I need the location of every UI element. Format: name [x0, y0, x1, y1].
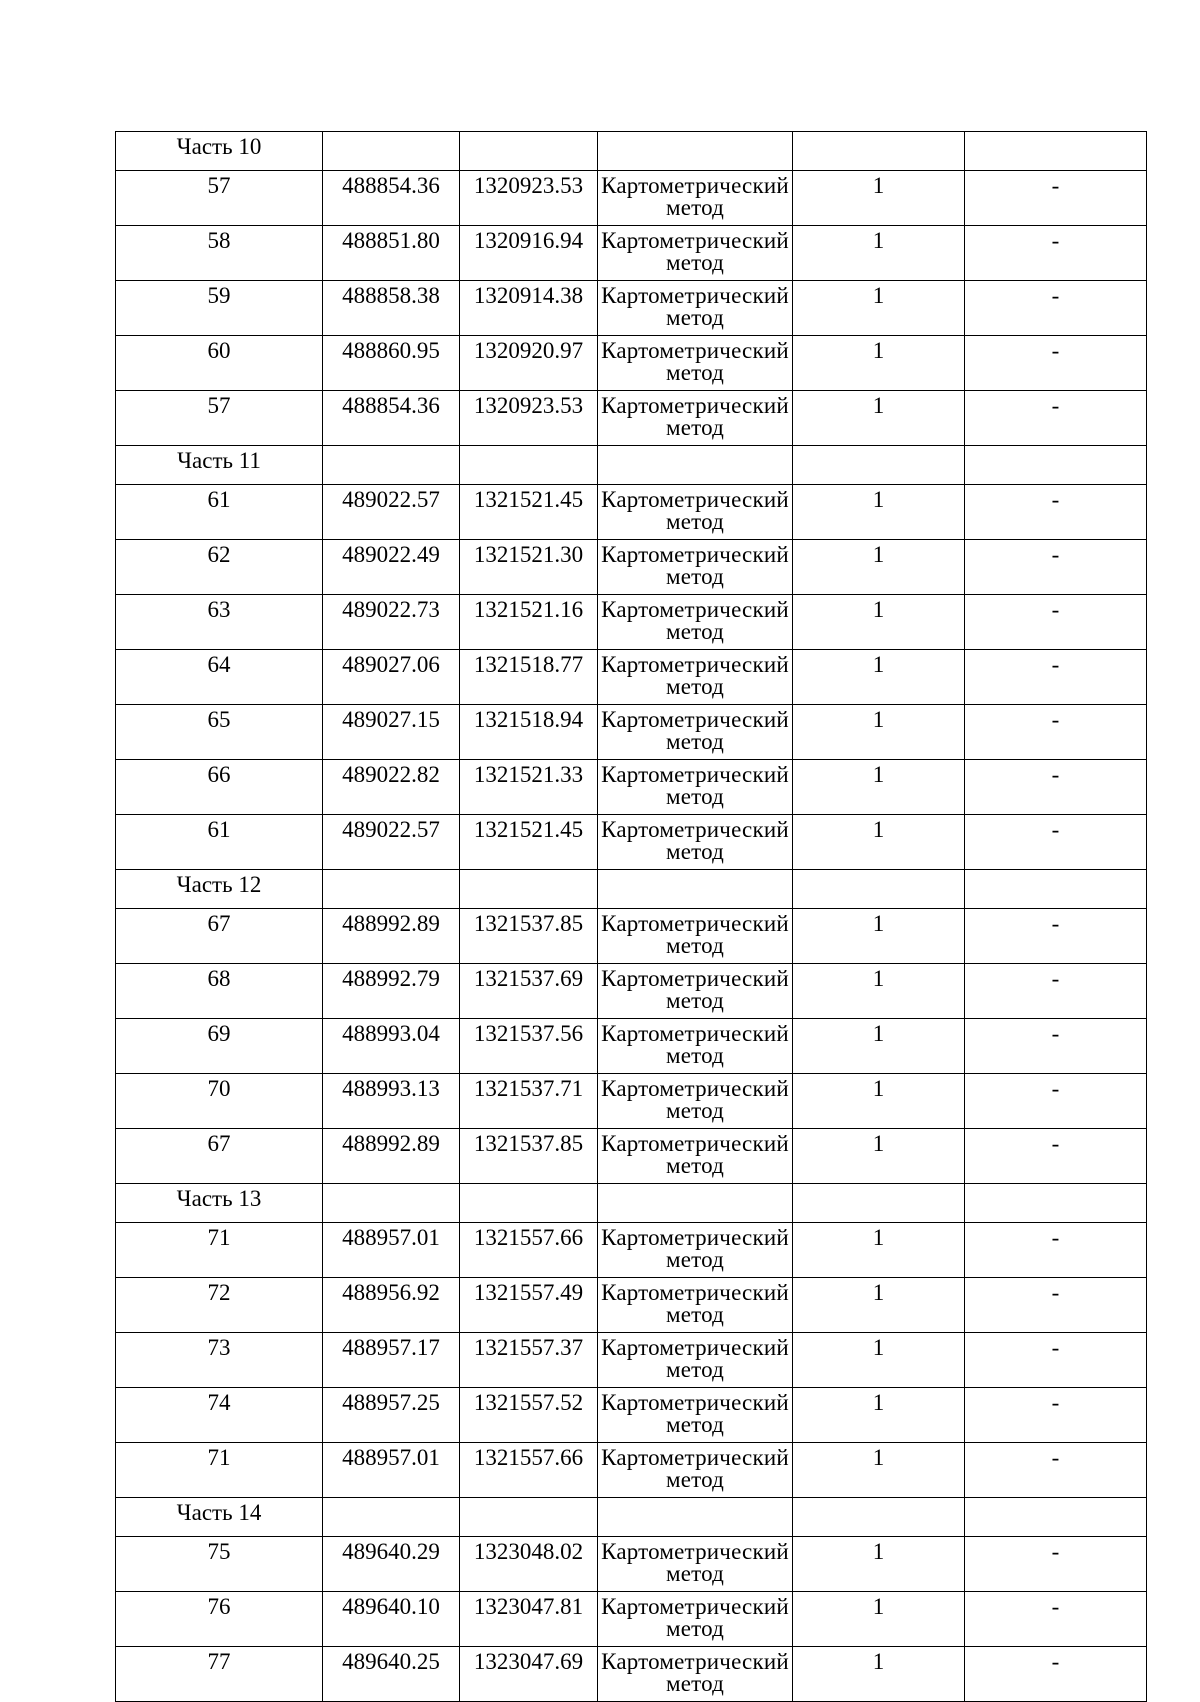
method-cell: Картометрический метод	[598, 1129, 793, 1184]
y-coordinate-cell: 1323047.69	[460, 1647, 598, 1702]
x-coordinate-cell: 488860.95	[323, 336, 460, 391]
x-coordinate-cell: 489022.82	[323, 760, 460, 815]
x-coordinate-cell: 488993.04	[323, 1019, 460, 1074]
point-number-cell: 75	[116, 1537, 323, 1592]
accuracy-cell: 1	[793, 909, 965, 964]
empty-cell	[323, 1184, 460, 1223]
y-coordinate-cell: 1323048.02	[460, 1537, 598, 1592]
accuracy-cell: 1	[793, 1278, 965, 1333]
empty-cell	[965, 446, 1147, 485]
method-cell: Картометрический метод	[598, 171, 793, 226]
note-cell: -	[965, 595, 1147, 650]
x-coordinate-cell: 489022.73	[323, 595, 460, 650]
accuracy-cell: 1	[793, 595, 965, 650]
table-row	[116, 705, 1147, 760]
y-coordinate-cell: 1321557.37	[460, 1333, 598, 1388]
y-coordinate-cell: 1321521.30	[460, 540, 598, 595]
point-number-cell: 76	[116, 1592, 323, 1647]
x-coordinate-cell: 488993.13	[323, 1074, 460, 1129]
accuracy-cell: 1	[793, 1129, 965, 1184]
method-cell: Картометрический метод	[598, 1592, 793, 1647]
table-row	[116, 485, 1147, 540]
accuracy-cell: 1	[793, 485, 965, 540]
x-coordinate-cell: 488854.36	[323, 171, 460, 226]
point-number-cell: 61	[116, 815, 323, 870]
empty-cell	[965, 1184, 1147, 1223]
y-coordinate-cell: 1321557.52	[460, 1388, 598, 1443]
accuracy-cell: 1	[793, 171, 965, 226]
method-cell: Картометрический метод	[598, 1647, 793, 1702]
method-cell: Картометрический метод	[598, 281, 793, 336]
note-cell: -	[965, 1278, 1147, 1333]
method-cell: Картометрический метод	[598, 1019, 793, 1074]
empty-cell	[598, 870, 793, 909]
y-coordinate-cell: 1320916.94	[460, 226, 598, 281]
method-cell: Картометрический метод	[598, 1333, 793, 1388]
empty-cell	[460, 132, 598, 171]
note-cell: -	[965, 171, 1147, 226]
empty-cell	[323, 132, 460, 171]
section-title: Часть 11	[116, 446, 323, 485]
accuracy-cell: 1	[793, 705, 965, 760]
accuracy-cell: 1	[793, 1443, 965, 1498]
method-cell: Картометрический метод	[598, 1388, 793, 1443]
method-cell: Картометрический метод	[598, 1443, 793, 1498]
section-header-row	[116, 132, 1147, 171]
note-cell: -	[965, 909, 1147, 964]
accuracy-cell: 1	[793, 650, 965, 705]
y-coordinate-cell: 1321521.45	[460, 485, 598, 540]
y-coordinate-cell: 1321521.33	[460, 760, 598, 815]
y-coordinate-cell: 1321518.94	[460, 705, 598, 760]
y-coordinate-cell: 1321518.77	[460, 650, 598, 705]
y-coordinate-cell: 1321537.69	[460, 964, 598, 1019]
accuracy-cell: 1	[793, 391, 965, 446]
empty-cell	[793, 446, 965, 485]
point-number-cell: 60	[116, 336, 323, 391]
note-cell: -	[965, 226, 1147, 281]
method-cell: Картометрический метод	[598, 815, 793, 870]
note-cell: -	[965, 1074, 1147, 1129]
section-title: Часть 14	[116, 1498, 323, 1537]
table-row	[116, 1333, 1147, 1388]
y-coordinate-cell: 1321557.49	[460, 1278, 598, 1333]
y-coordinate-cell: 1320920.97	[460, 336, 598, 391]
empty-cell	[793, 1498, 965, 1537]
y-coordinate-cell: 1321537.85	[460, 1129, 598, 1184]
empty-cell	[965, 132, 1147, 171]
empty-cell	[323, 1498, 460, 1537]
accuracy-cell: 1	[793, 540, 965, 595]
point-number-cell: 61	[116, 485, 323, 540]
y-coordinate-cell: 1321537.56	[460, 1019, 598, 1074]
empty-cell	[460, 446, 598, 485]
y-coordinate-cell: 1320923.53	[460, 171, 598, 226]
note-cell: -	[965, 281, 1147, 336]
accuracy-cell: 1	[793, 760, 965, 815]
method-cell: Картометрический метод	[598, 1074, 793, 1129]
x-coordinate-cell: 489027.06	[323, 650, 460, 705]
point-number-cell: 66	[116, 760, 323, 815]
method-cell: Картометрический метод	[598, 964, 793, 1019]
empty-cell	[965, 1498, 1147, 1537]
empty-cell	[598, 132, 793, 171]
note-cell: -	[965, 1443, 1147, 1498]
x-coordinate-cell: 489640.29	[323, 1537, 460, 1592]
table-row	[116, 1019, 1147, 1074]
section-header-row	[116, 1184, 1147, 1223]
note-cell: -	[965, 650, 1147, 705]
note-cell: -	[965, 705, 1147, 760]
x-coordinate-cell: 489022.57	[323, 485, 460, 540]
table-row	[116, 336, 1147, 391]
note-cell: -	[965, 391, 1147, 446]
table-row	[116, 909, 1147, 964]
method-cell: Картометрический метод	[598, 650, 793, 705]
accuracy-cell: 1	[793, 1223, 965, 1278]
note-cell: -	[965, 760, 1147, 815]
x-coordinate-cell: 488957.25	[323, 1388, 460, 1443]
point-number-cell: 67	[116, 909, 323, 964]
section-title: Часть 10	[116, 132, 323, 171]
note-cell: -	[965, 1388, 1147, 1443]
y-coordinate-cell: 1321557.66	[460, 1223, 598, 1278]
x-coordinate-cell: 488858.38	[323, 281, 460, 336]
point-number-cell: 71	[116, 1223, 323, 1278]
y-coordinate-cell: 1321537.85	[460, 909, 598, 964]
table-row	[116, 815, 1147, 870]
note-cell: -	[965, 1019, 1147, 1074]
point-number-cell: 68	[116, 964, 323, 1019]
empty-cell	[460, 1498, 598, 1537]
empty-cell	[323, 870, 460, 909]
table-row	[116, 1592, 1147, 1647]
accuracy-cell: 1	[793, 336, 965, 391]
method-cell: Картометрический метод	[598, 705, 793, 760]
point-number-cell: 65	[116, 705, 323, 760]
x-coordinate-cell: 488851.80	[323, 226, 460, 281]
section-title: Часть 13	[116, 1184, 323, 1223]
table-row	[116, 595, 1147, 650]
x-coordinate-cell: 489640.25	[323, 1647, 460, 1702]
y-coordinate-cell: 1320923.53	[460, 391, 598, 446]
table-row	[116, 540, 1147, 595]
table-row	[116, 1647, 1147, 1702]
method-cell: Картометрический метод	[598, 336, 793, 391]
x-coordinate-cell: 488957.17	[323, 1333, 460, 1388]
table-row	[116, 650, 1147, 705]
point-number-cell: 77	[116, 1647, 323, 1702]
table-row	[116, 1223, 1147, 1278]
method-cell: Картометрический метод	[598, 1223, 793, 1278]
table-row	[116, 1129, 1147, 1184]
x-coordinate-cell: 488957.01	[323, 1443, 460, 1498]
accuracy-cell: 1	[793, 964, 965, 1019]
section-header-row	[116, 446, 1147, 485]
note-cell: -	[965, 540, 1147, 595]
y-coordinate-cell: 1321521.16	[460, 595, 598, 650]
table-row	[116, 964, 1147, 1019]
accuracy-cell: 1	[793, 226, 965, 281]
method-cell: Картометрический метод	[598, 909, 793, 964]
x-coordinate-cell: 489640.10	[323, 1592, 460, 1647]
point-number-cell: 57	[116, 171, 323, 226]
note-cell: -	[965, 1592, 1147, 1647]
table-row	[116, 281, 1147, 336]
y-coordinate-cell: 1321537.71	[460, 1074, 598, 1129]
x-coordinate-cell: 488957.01	[323, 1223, 460, 1278]
empty-cell	[460, 870, 598, 909]
x-coordinate-cell: 488992.89	[323, 909, 460, 964]
section-header-row	[116, 870, 1147, 909]
y-coordinate-cell: 1320914.38	[460, 281, 598, 336]
method-cell: Картометрический метод	[598, 391, 793, 446]
method-cell: Картометрический метод	[598, 540, 793, 595]
accuracy-cell: 1	[793, 1388, 965, 1443]
point-number-cell: 70	[116, 1074, 323, 1129]
x-coordinate-cell: 489027.15	[323, 705, 460, 760]
table-row	[116, 1388, 1147, 1443]
section-title: Часть 12	[116, 870, 323, 909]
empty-cell	[598, 1498, 793, 1537]
point-number-cell: 74	[116, 1388, 323, 1443]
point-number-cell: 59	[116, 281, 323, 336]
note-cell: -	[965, 336, 1147, 391]
x-coordinate-cell: 488992.79	[323, 964, 460, 1019]
accuracy-cell: 1	[793, 1074, 965, 1129]
method-cell: Картометрический метод	[598, 595, 793, 650]
y-coordinate-cell: 1321557.66	[460, 1443, 598, 1498]
point-number-cell: 73	[116, 1333, 323, 1388]
empty-cell	[965, 870, 1147, 909]
table-row	[116, 1537, 1147, 1592]
method-cell: Картометрический метод	[598, 1537, 793, 1592]
accuracy-cell: 1	[793, 281, 965, 336]
note-cell: -	[965, 1223, 1147, 1278]
note-cell: -	[965, 1129, 1147, 1184]
empty-cell	[460, 1184, 598, 1223]
table-row	[116, 171, 1147, 226]
table-row	[116, 226, 1147, 281]
table-row	[116, 760, 1147, 815]
point-number-cell: 63	[116, 595, 323, 650]
x-coordinate-cell: 488992.89	[323, 1129, 460, 1184]
point-number-cell: 69	[116, 1019, 323, 1074]
x-coordinate-cell: 489022.57	[323, 815, 460, 870]
point-number-cell: 71	[116, 1443, 323, 1498]
method-cell: Картометрический метод	[598, 485, 793, 540]
point-number-cell: 57	[116, 391, 323, 446]
x-coordinate-cell: 488956.92	[323, 1278, 460, 1333]
empty-cell	[598, 1184, 793, 1223]
point-number-cell: 62	[116, 540, 323, 595]
y-coordinate-cell: 1321521.45	[460, 815, 598, 870]
note-cell: -	[965, 1647, 1147, 1702]
y-coordinate-cell: 1323047.81	[460, 1592, 598, 1647]
x-coordinate-cell: 489022.49	[323, 540, 460, 595]
x-coordinate-cell: 488854.36	[323, 391, 460, 446]
accuracy-cell: 1	[793, 1592, 965, 1647]
note-cell: -	[965, 815, 1147, 870]
accuracy-cell: 1	[793, 1647, 965, 1702]
method-cell: Картометрический метод	[598, 760, 793, 815]
empty-cell	[793, 870, 965, 909]
note-cell: -	[965, 485, 1147, 540]
empty-cell	[793, 1184, 965, 1223]
accuracy-cell: 1	[793, 1019, 965, 1074]
point-number-cell: 58	[116, 226, 323, 281]
table-row	[116, 391, 1147, 446]
table-row	[116, 1443, 1147, 1498]
accuracy-cell: 1	[793, 1333, 965, 1388]
point-number-cell: 72	[116, 1278, 323, 1333]
table-row	[116, 1074, 1147, 1129]
point-number-cell: 67	[116, 1129, 323, 1184]
note-cell: -	[965, 1333, 1147, 1388]
section-header-row	[116, 1498, 1147, 1537]
empty-cell	[323, 446, 460, 485]
note-cell: -	[965, 964, 1147, 1019]
empty-cell	[793, 132, 965, 171]
method-cell: Картометрический метод	[598, 1278, 793, 1333]
accuracy-cell: 1	[793, 815, 965, 870]
empty-cell	[598, 446, 793, 485]
point-number-cell: 64	[116, 650, 323, 705]
coordinates-table	[115, 131, 1147, 1702]
method-cell: Картометрический метод	[598, 226, 793, 281]
coordinates-table-body	[116, 132, 1147, 1702]
note-cell: -	[965, 1537, 1147, 1592]
table-row	[116, 1278, 1147, 1333]
accuracy-cell: 1	[793, 1537, 965, 1592]
